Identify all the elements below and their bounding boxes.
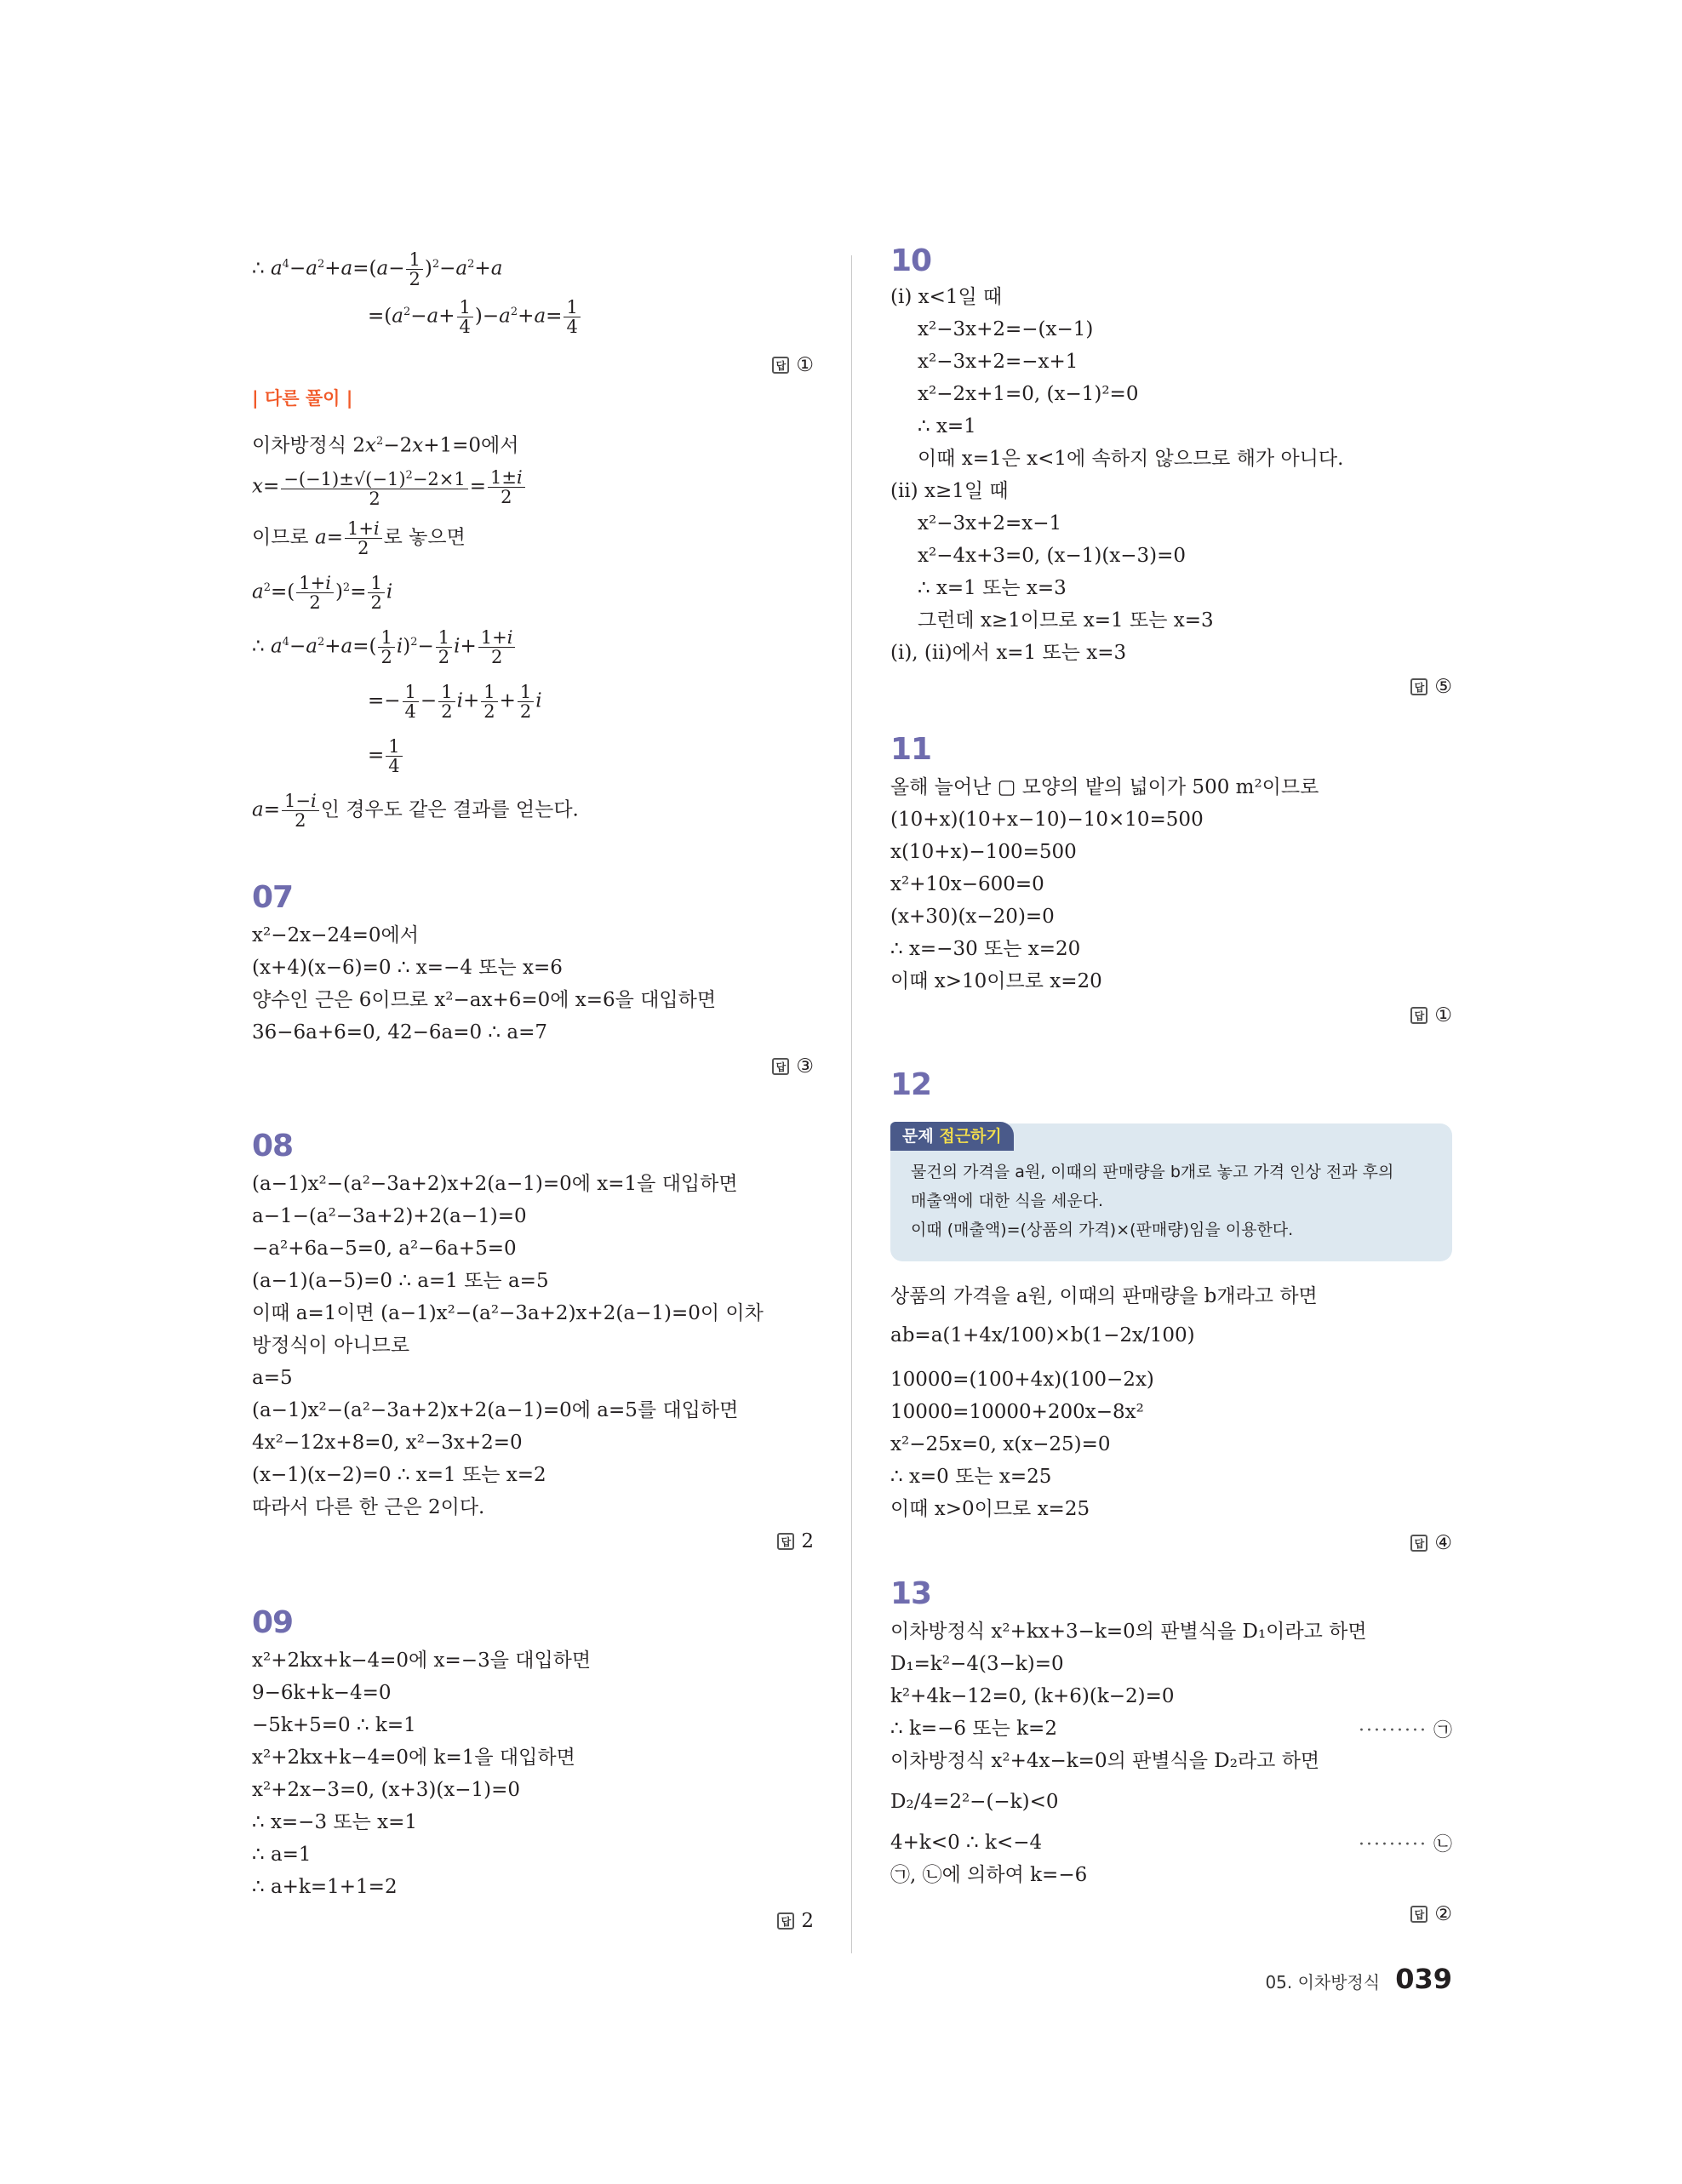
marker-2: ········· ㉡	[1359, 1834, 1452, 1855]
solution-line: x²−25x=0, x(x−25)=0	[890, 1433, 1111, 1455]
solution-line: (ii) x≥1일 때	[890, 480, 1009, 502]
solution-line: 이때 x>0이므로 x=25	[890, 1498, 1090, 1520]
solution-line: a=5	[252, 1367, 293, 1389]
solution-line: (x−1)(x−2)=0 ∴ x=1 또는 x=2	[252, 1464, 546, 1486]
solution-line: x²+2kx+k−4=0에 k=1을 대입하면	[252, 1747, 575, 1769]
solution-line: x²−3x+2=−x+1	[918, 351, 1078, 373]
solution-line: x²+2kx+k−4=0에 x=−3을 대입하면	[252, 1649, 592, 1672]
solution-line: 양수인 근은 6이므로 x²−ax+6=0에 x=6을 대입하면	[252, 989, 717, 1011]
alt-line: =− $\frac{1}{4}$ − $\frac{1}{2}$ i+ $\frac{1}{2}$ + $\frac{1}{2}$ i	[368, 682, 542, 722]
solution-line: x²−3x+2=−(x−1)	[918, 318, 1094, 340]
alt-line: 이차방정식 $2x^2-2x+1=0$에서	[252, 434, 519, 457]
solution-line: (a−1)x²−(a²−3a+2)x+2(a−1)=0에 x=1을 대입하면	[252, 1173, 738, 1195]
problem-number: 09	[252, 1605, 294, 1640]
solution-line: a−1−(a²−3a+2)+2(a−1)=0	[252, 1205, 527, 1227]
solution-line: ∴ k=−6 또는 k=2	[890, 1718, 1057, 1740]
answer-icon: 답	[1410, 678, 1427, 695]
solution-line: 4x²−12x+8=0, x²−3x+2=0	[252, 1432, 523, 1454]
solution-line: ab=a(1+4x/100)×b(1−2x/100)	[890, 1324, 1195, 1346]
hint-line: 매출액에 대한 식을 세운다.	[911, 1192, 1104, 1210]
solution-line: ∴ a+k=1+1=2	[252, 1876, 398, 1898]
solution-line: 4+k<0 ∴ k<−4	[890, 1832, 1043, 1854]
solution-line: ∴ x=−3 또는 x=1	[252, 1811, 418, 1833]
problem-number: 07	[252, 880, 294, 915]
answer-icon: 답	[777, 1912, 794, 1930]
solution-line: 10000=(100+4x)(100−2x)	[890, 1369, 1154, 1391]
solution-line: x(10+x)−100=500	[890, 841, 1077, 863]
answer-icon: 답	[777, 1533, 794, 1550]
answer-mark: 답 ②	[1410, 1903, 1452, 1925]
problem-number: 08	[252, 1129, 294, 1163]
solution-line: 방정식이 아니므로	[252, 1335, 410, 1357]
solution-line: ∴ x=−30 또는 x=20	[890, 938, 1081, 960]
solution-line: 이때 x=1은 x<1에 속하지 않으므로 해가 아니다.	[918, 448, 1344, 470]
solution-line: 따라서 다른 한 근은 2이다.	[252, 1496, 485, 1518]
alt-line: 이므로 a= $\frac{1+i}{2}$ 로 놓으면	[252, 518, 466, 558]
solution-line: 36−6a+6=0, 42−6a=0 ∴ a=7	[252, 1021, 547, 1043]
answer-icon: 답	[1410, 1007, 1427, 1024]
solution-line: x²−3x+2=x−1	[918, 512, 1062, 535]
solution-line: (a−1)x²−(a²−3a+2)x+2(a−1)=0에 a=5를 대입하면	[252, 1399, 739, 1421]
hint-tab: 문제 접근하기	[890, 1122, 1014, 1151]
answer-icon: 답	[1410, 1535, 1427, 1552]
page-number: 039	[1395, 1963, 1452, 1995]
solution-line: 올해 늘어난 ▢ 모양의 밭의 넓이가 500 m²이므로	[890, 776, 1319, 798]
solution-line: ∴ x=1	[918, 415, 976, 437]
solution-line: 10000=10000+200x−8x²	[890, 1401, 1144, 1423]
solution-line: ∴ x=0 또는 x=25	[890, 1466, 1052, 1488]
solution-line: −a²+6a−5=0, a²−6a+5=0	[252, 1238, 517, 1260]
answer-mark: 답 2	[777, 1530, 814, 1552]
section-title: 05. 이차방정식	[1265, 1972, 1381, 1992]
alt-solution-tag: | 다른 풀이 |	[252, 388, 353, 409]
solution-line: ∴ x=1 또는 x=3	[918, 577, 1067, 599]
alt-line: a= $\frac{1-i}{2}$ 인 경우도 같은 결과를 얻는다.	[252, 791, 579, 831]
answer-icon: 답	[772, 357, 789, 374]
alt-line: = $\frac{1}{4}$	[368, 737, 404, 775]
problem-number: 13	[890, 1576, 932, 1611]
answer-mark: 답 ①	[772, 354, 814, 376]
answer-mark: 답 ④	[1410, 1532, 1452, 1554]
solution-line: 그런데 x≥1이므로 x=1 또는 x=3	[918, 609, 1214, 632]
page-footer	[1265, 1963, 1452, 1995]
solution-line: −5k+5=0 ∴ k=1	[252, 1714, 416, 1736]
problem-number: 12	[890, 1067, 932, 1102]
solution-line: (i) x<1일 때	[890, 286, 1003, 308]
solution-line: k²+4k−12=0, (k+6)(k−2)=0	[890, 1685, 1175, 1707]
solution-line: x²−4x+3=0, (x−1)(x−3)=0	[918, 545, 1187, 567]
solution-line: 상품의 가격을 a원, 이때의 판매량을 b개라고 하면	[890, 1285, 1318, 1307]
solution-line: 이차방정식 x²+4x−k=0의 판별식을 D₂라고 하면	[890, 1750, 1320, 1772]
problem-number: 11	[890, 732, 932, 767]
solution-line: 9−6k+k−4=0	[252, 1682, 392, 1704]
solution-line: 이때 x>10이므로 x=20	[890, 970, 1102, 992]
answer-mark: 답 ③	[772, 1055, 814, 1078]
column-divider	[851, 255, 852, 1953]
solution-line: (10+x)(10+x−10)−10×10=500	[890, 809, 1204, 831]
answer-mark: 답 ⑤	[1410, 676, 1452, 698]
solution-line: D₂/4=2²−(−k)<0	[890, 1791, 1059, 1813]
alt-line: ∴ $a^4-a^2+a=$( $\frac{1}{2}$ i)$^2$− $\frac{1}{2}$ i+ $\frac{1+i}{2}$	[252, 628, 517, 666]
answer-icon: 답	[1410, 1906, 1427, 1923]
solution-line: x²+2x−3=0, (x+3)(x−1)=0	[252, 1779, 521, 1801]
hint-line: 물건의 가격을 a원, 이때의 판매량을 b개로 놓고 가격 인상 전과 후의	[911, 1163, 1394, 1181]
solution-line: ㉠, ㉡에 의하여 k=−6	[890, 1864, 1088, 1886]
solution-line: (i), (ii)에서 x=1 또는 x=3	[890, 642, 1127, 664]
hint-line: 이때 (매출액)=(상품의 가격)×(판매량)임을 이용한다.	[911, 1221, 1294, 1239]
solution-line: (a−1)(a−5)=0 ∴ a=1 또는 a=5	[252, 1270, 549, 1292]
solution-line: (x+30)(x−20)=0	[890, 906, 1055, 928]
solution-line: ∴ a=1	[252, 1844, 312, 1866]
eq-line: $=(a^2-a+$ $\frac{1}{4}$ )$-a^2+a=$ $\frac{1}{4}$	[368, 298, 582, 336]
solution-line: 이때 a=1이면 (a−1)x²−(a²−3a+2)x+2(a−1)=0이 이차	[252, 1302, 764, 1324]
alt-line: $a^2=$( $\frac{1+i}{2}$ )$^2$= $\frac{1}{2}$ i	[252, 573, 393, 613]
solution-line: x²+10x−600=0	[890, 873, 1044, 895]
alt-line: x= $\frac{-(-1)\pm√(-1)^2-2\times 1}{2}$ = $\frac{1\pm i}{2}$	[252, 466, 527, 508]
solution-line: D₁=k²−4(3−k)=0	[890, 1653, 1064, 1675]
solution-line: (x+4)(x−6)=0 ∴ x=−4 또는 x=6	[252, 957, 563, 979]
answer-mark: 답 ①	[1410, 1004, 1452, 1026]
marker-1: ········· ㉠	[1359, 1720, 1452, 1741]
eq-line: ∴ $a^4-a^2+a=(a-$ $\frac{1}{2}$ )$^2-a^2+a$	[252, 249, 503, 289]
solution-line: x²−2x+1=0, (x−1)²=0	[918, 383, 1139, 405]
solution-line: 이차방정식 x²+kx+3−k=0의 판별식을 D₁이라고 하면	[890, 1621, 1367, 1643]
answer-icon: 답	[772, 1058, 789, 1075]
answer-mark: 답 2	[777, 1910, 814, 1932]
solution-line: x²−2x−24=0에서	[252, 924, 419, 946]
problem-number: 10	[890, 243, 932, 278]
